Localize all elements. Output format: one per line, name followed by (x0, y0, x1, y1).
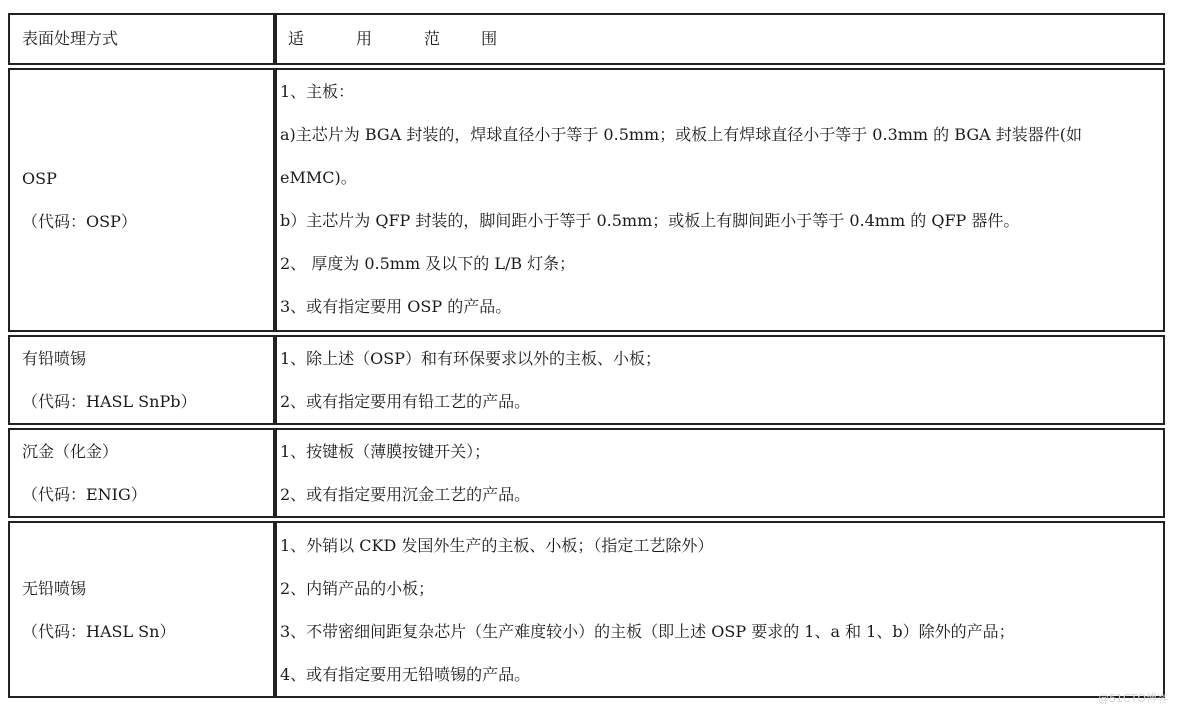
method-name: 有铅喷锡 (22, 349, 87, 368)
scope-line: b）主芯片为 QFP 封装的，脚间距小于等于 0.5mm；或板上有脚间距小于等于 0.4mm 的 QFP 器件。 (280, 211, 1020, 230)
scope-line: 3、不带密细间距复杂芯片（生产难度较小）的主板（即上述 OSP 要求的 1、a 和 1、b）除外的产品； (280, 621, 1015, 641)
method-name: 沉金（化金） (22, 442, 119, 461)
header-method-label: 表面处理方式 (22, 29, 119, 48)
method-name: OSP (22, 169, 57, 188)
table-row-hasl-snpb (8, 335, 1165, 425)
scope-line: 2、内销产品的小板； (280, 578, 435, 598)
scope-line: 2、 厚度为 0.5mm 及以下的 L/B 灯条； (280, 254, 576, 273)
scope-line: 1、主板： (280, 82, 355, 101)
scope-line: 1、外销以 CKD 发国外生产的主板、小板；（指定工艺除外） (280, 535, 714, 555)
table-header-row (8, 13, 1165, 65)
method-cell (8, 428, 274, 518)
scope-line: 1、按键板（薄膜按键开关）； (280, 442, 491, 461)
scope-line: 4、或有指定要用无铅喷锡的产品。 (280, 664, 531, 684)
scope-line: eMMC)。 (280, 168, 357, 187)
method-code: （代码：ENIG） (22, 485, 147, 504)
scope-line: 1、除上述（OSP）和有环保要求以外的主板、小板； (280, 349, 662, 368)
scope-cell (274, 521, 1165, 698)
scope-cell (274, 428, 1165, 518)
table-row-enig (8, 428, 1165, 518)
header-method-cell (8, 13, 274, 65)
surface-treatment-table-container (8, 13, 1165, 699)
watermark: @51CTO博客 (1097, 692, 1168, 705)
method-cell (8, 335, 274, 425)
surface-treatment-table (8, 10, 1165, 701)
scope-cell (274, 335, 1165, 425)
scope-line: 2、或有指定要用有铅工艺的产品。 (280, 392, 531, 411)
scope-line: a)主芯片为 BGA 封装的，焊球直径小于等于 0.5mm；或板上有焊球直径小于等于 0.3mm 的 BGA 封装器件(如 (280, 125, 1082, 144)
method-code: （代码：OSP） (22, 212, 137, 231)
scope-line: 3、或有指定要用 OSP 的产品。 (280, 297, 512, 316)
table-row-osp (8, 68, 1165, 332)
scope-line: 2、或有指定要用沉金工艺的产品。 (280, 485, 531, 504)
method-code: （代码：HASL SnPb） (22, 392, 197, 411)
method-cell (8, 68, 274, 332)
scope-cell (274, 68, 1165, 332)
table-row-hasl-sn (8, 521, 1165, 698)
method-name: 无铅喷锡 (22, 578, 87, 598)
method-code: （代码：HASL Sn） (22, 621, 176, 641)
header-scope-cell (274, 13, 1165, 65)
method-cell (8, 521, 274, 698)
header-scope-label: 适 用 范 围 (288, 29, 516, 48)
